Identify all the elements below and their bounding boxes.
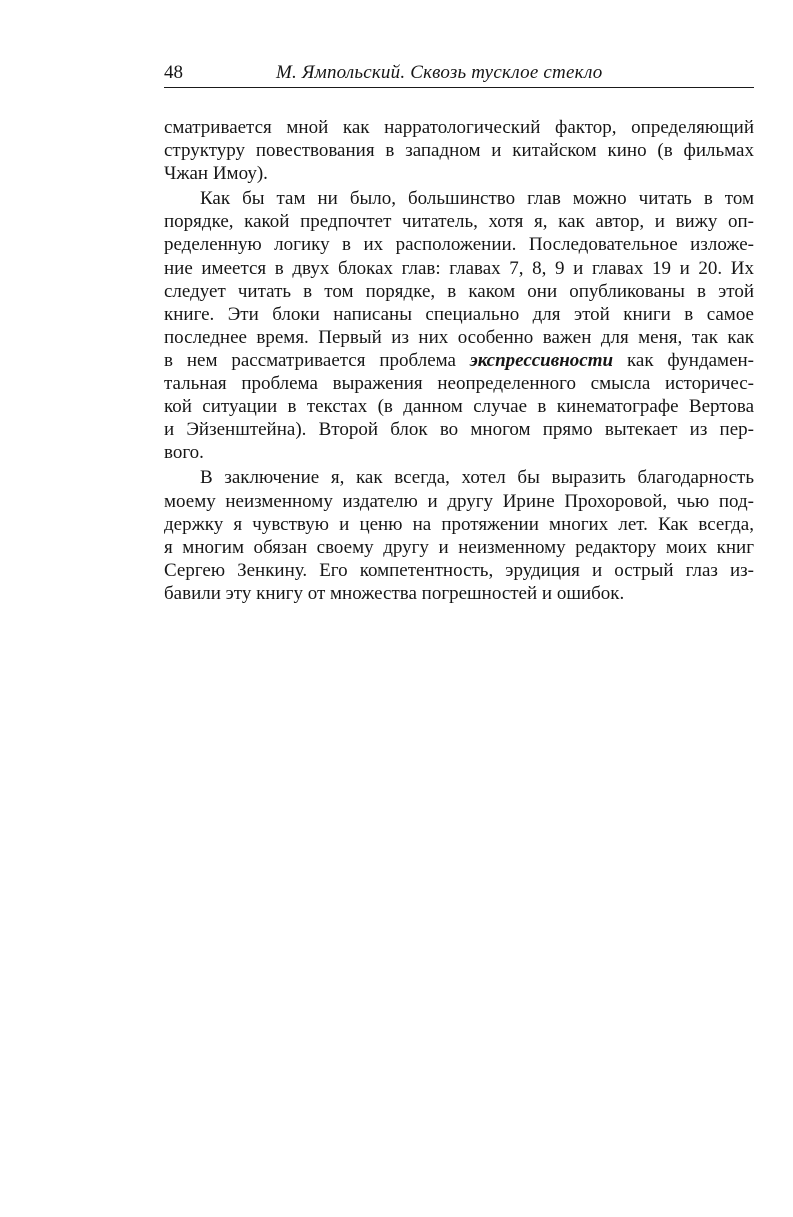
page-number: 48 bbox=[164, 62, 183, 83]
body-text bbox=[164, 116, 754, 605]
running-header bbox=[164, 61, 754, 88]
text-line: В заключение я, как всегда, хотел бы выразить благодарность bbox=[200, 467, 754, 489]
text-line: Как бы там ни было, большинство глав можно читать в том bbox=[200, 188, 754, 210]
text-line: моему неизменному издателю и другу Ирине Прохоровой, чью под- bbox=[164, 490, 754, 512]
text-line: я многим обязан своему другу и неизменному редактору моих книг bbox=[164, 536, 754, 558]
text-line: Сергею Зенкину. Его компетентность, эрудиция и острый глаз из- bbox=[164, 559, 754, 581]
text-line: вого. bbox=[164, 442, 204, 464]
text-line: порядке, какой предпочтет читатель, хотя я, как автор, и вижу оп- bbox=[164, 211, 754, 233]
paragraph bbox=[164, 466, 754, 605]
text-line: держку я чувствую и ценю на протяжении многих лет. Как всегда, bbox=[164, 513, 754, 535]
text-segment: как фундамен- bbox=[613, 349, 754, 371]
text-line: тальная проблема выражения неопределенного смысла историчес- bbox=[164, 373, 754, 395]
text-line bbox=[164, 349, 754, 372]
text-line: Чжан Имоу). bbox=[164, 163, 268, 185]
text-line: структуру повествования в западном и китайском кино (в фильмах bbox=[164, 140, 754, 162]
text-segment: в нем рассматривается проблема bbox=[164, 349, 470, 371]
paragraph bbox=[164, 116, 754, 185]
text-line: сматривается мной как нарратологический фактор, определяющий bbox=[164, 117, 754, 138]
text-line: кой ситуации в текстах (в данном случае в кинематографе Вертова bbox=[164, 396, 754, 418]
running-title: М. Ямпольский. Сквозь тусклое стекло bbox=[276, 62, 603, 83]
emphasized-term: экспрессивности bbox=[469, 349, 614, 371]
text-line: бавили эту книгу от множества погрешностей и ошибок. bbox=[164, 582, 625, 604]
text-line: ние имеется в двух блоках глав: главах 7, 8, 9 и главах 19 и 20. Их bbox=[164, 257, 754, 279]
text-line: ределенную логику в их расположении. Последовательное изложе- bbox=[164, 234, 754, 256]
text-line: следует читать в том порядке, в каком они опубликованы в этой bbox=[164, 280, 754, 302]
paragraph bbox=[164, 187, 754, 464]
text-line: книге. Эти блоки написаны специально для этой книги в самое bbox=[164, 303, 754, 325]
text-line: последнее время. Первый из них особенно важен для меня, так как bbox=[164, 326, 754, 348]
text-line: и Эйзенштейна). Второй блок во многом прямо вытекает из пер- bbox=[164, 419, 754, 441]
